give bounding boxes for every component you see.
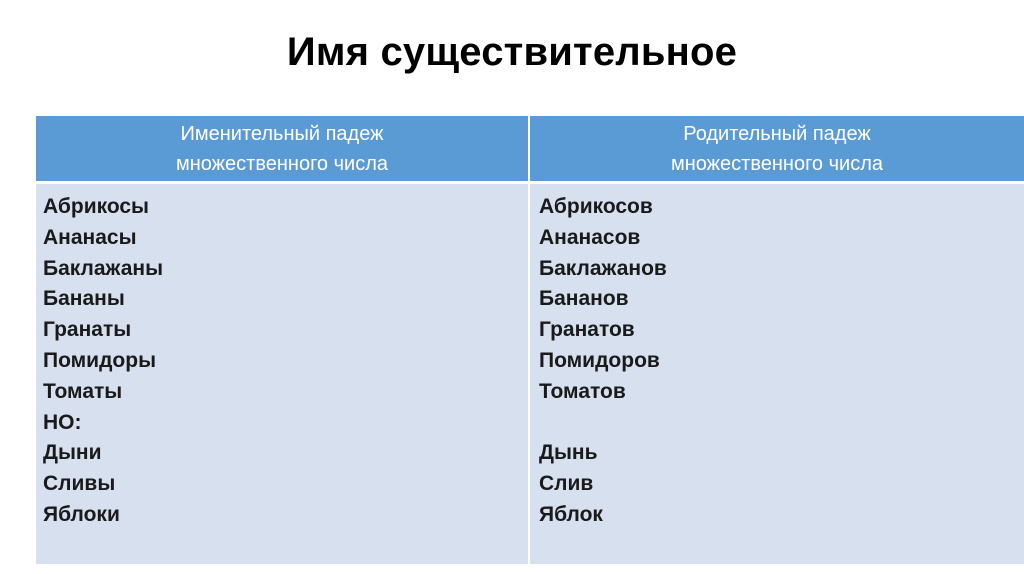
list-item: Баклажанов [539,256,667,280]
header-line: множественного числа [670,152,883,175]
list-item: Слив [539,472,594,496]
list-item: Помидоров [539,348,660,372]
list-item: Томатов [539,379,626,403]
header-nominative-plural [36,116,530,184]
list-item: Абрикосы [43,195,149,218]
header-line: Именительный падеж [180,122,384,145]
list-item: Абрикосов [539,195,653,218]
list-item: Бананов [539,287,629,311]
header-genitive-plural [530,116,1024,184]
list-item: Дыни [43,441,102,465]
list-item: Гранатов [539,318,635,342]
list-item: Ананасов [539,225,641,249]
list-item: НО: [43,410,82,434]
header-line: Родительный падеж [683,122,871,145]
list-item-empty [539,408,1024,439]
list-item: Помидоры [43,348,157,372]
slide-title: Имя существительное [286,30,738,74]
list-item: Яблок [539,502,603,526]
list-item: Дынь [539,441,598,465]
list-item: Томаты [43,379,123,403]
list-item: Бананы [43,287,125,311]
list-item: Ананасы [43,225,137,249]
declension-table [36,116,1024,564]
list-item: Яблоки [43,502,120,526]
list-item: Гранаты [43,318,132,342]
header-line: множественного числа [175,152,388,175]
nominative-column [36,184,530,564]
list-item: Баклажаны [43,256,164,280]
list-item: Сливы [43,472,116,496]
genitive-column [530,184,1024,564]
